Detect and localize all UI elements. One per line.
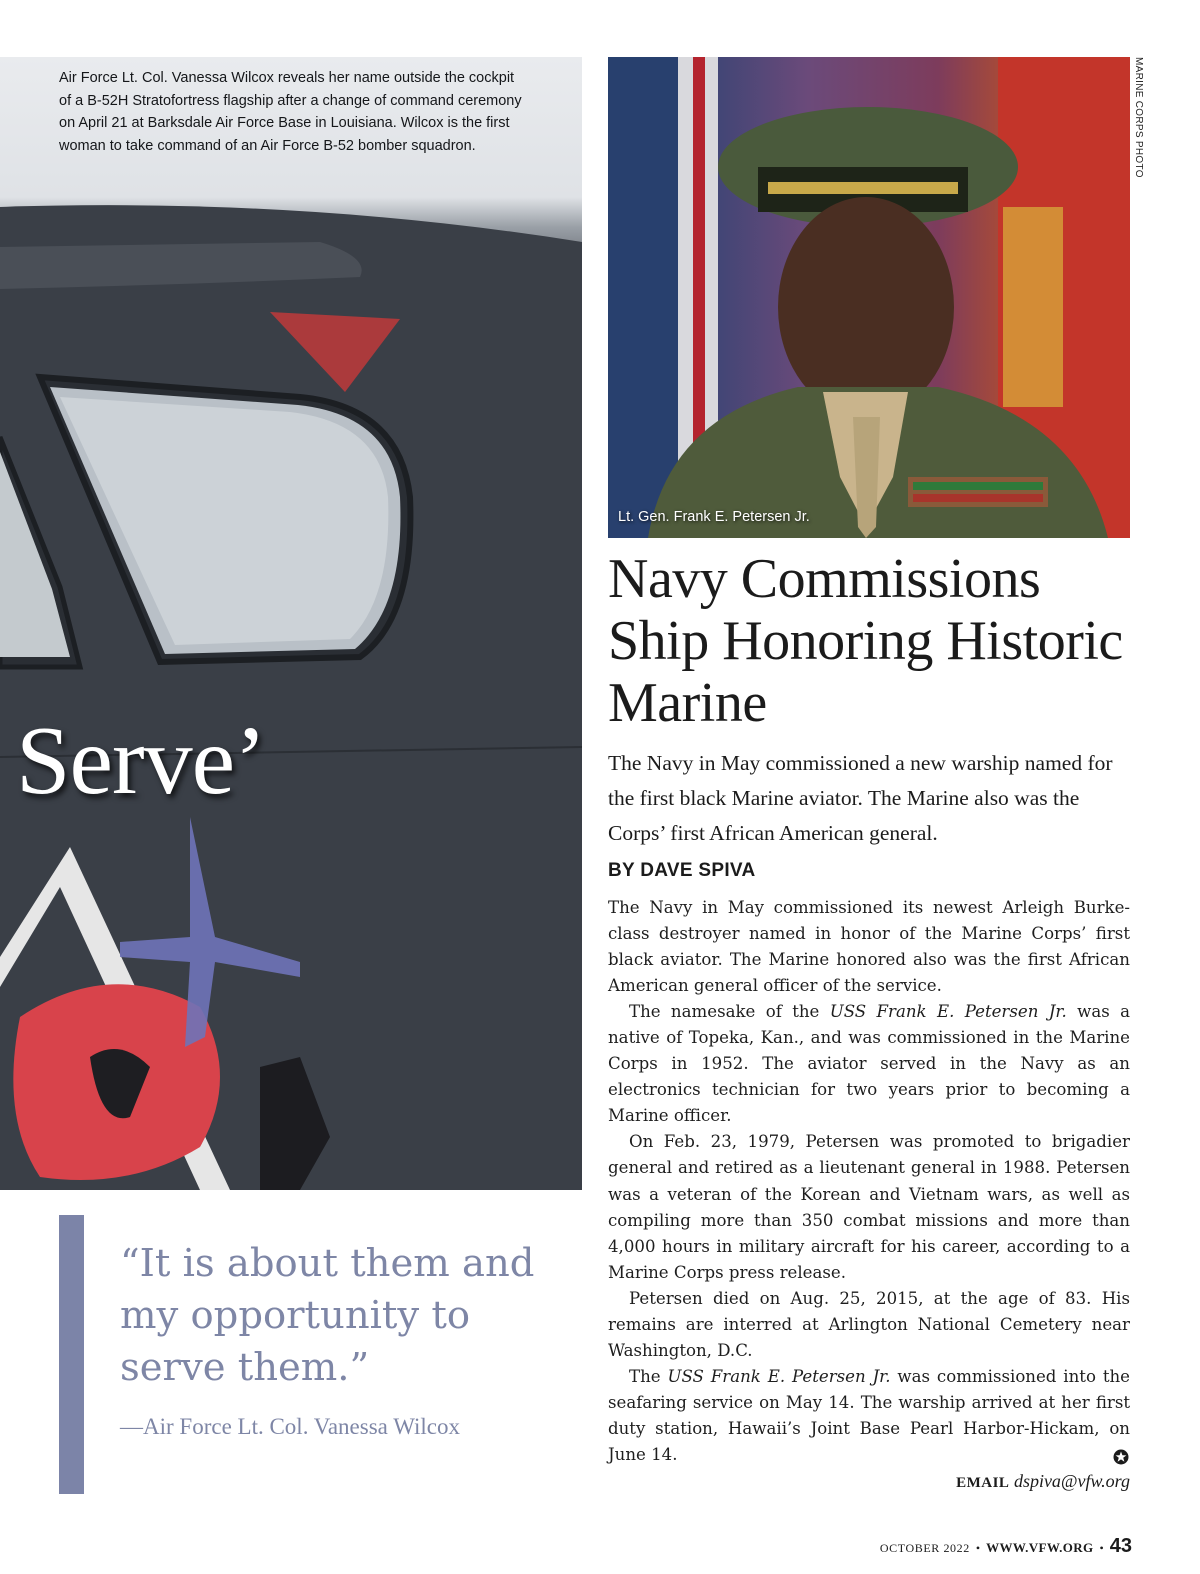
article-dek: The Navy in May commissioned a new warship named for the first black Marine aviator. The Marine also was the Corps’ first African American general. bbox=[608, 751, 1113, 845]
email-label: EMAIL bbox=[956, 1475, 1010, 1491]
page-footer bbox=[880, 1535, 1132, 1558]
photo-credit bbox=[1132, 57, 1146, 187]
pull-quote-attribution: —Air Force Lt. Col. Vanessa Wilcox bbox=[120, 1414, 460, 1439]
article-paragraph: Petersen died on Aug. 25, 2015, at the age of 83. His remains are interred at Arlington National Cemetery near Washington, D.C. bbox=[608, 1288, 1130, 1360]
article-body bbox=[608, 895, 1130, 1468]
pull-quote: “It is about them and my opportunity to serve them.” bbox=[120, 1241, 535, 1390]
photo-credit-text: MARINE CORPS PHOTO bbox=[1133, 57, 1144, 178]
portrait-photo bbox=[608, 57, 1130, 538]
bomber-photo-caption: Air Force Lt. Col. Vanessa Wilcox reveals her name outside the cockpit of a B-52H Stratofortress flagship after a change of command ceremony on April 21 at Barksdale Air Force Base in Louisiana. Wilcox is the first woman to take command of an Air Force B-52 bomber squadron. bbox=[59, 70, 522, 154]
author-email bbox=[956, 1471, 1130, 1492]
ship-name: USS Frank E. Petersen Jr. bbox=[667, 1366, 891, 1386]
article-paragraph: On Feb. 23, 1979, Petersen was promoted to brigadier general and retired as a lieutenant general in 1988. Petersen was a veteran of the Korean and Vietnam wars, as well as compiling more than 350 combat missions and more than 4,000 hours in military aircraft for his career, according to a Marine Corps press release. bbox=[608, 1132, 1130, 1282]
bomber-photo bbox=[0, 57, 582, 1190]
article-paragraph: The Navy in May commissioned its newest Arleigh Burke-class destroyer named in honor of the Marine Corps’ first black aviator. The Marine honored also was the first African American general officer of the service. bbox=[608, 898, 1130, 996]
footer-issue: OCTOBER 2022 bbox=[879, 1541, 970, 1555]
footer-separator: • bbox=[975, 1541, 981, 1555]
footer-separator: • bbox=[1099, 1541, 1104, 1555]
b52-fuselage-illustration bbox=[0, 57, 582, 1190]
headline-fragment: Serve’ bbox=[16, 707, 266, 815]
portrait-caption: Lt. Gen. Frank E. Petersen Jr. bbox=[618, 509, 810, 525]
article-headline: Navy Commissions Ship Honoring Historic Marine bbox=[608, 548, 1123, 734]
article-paragraph: The namesake of the USS Frank E. Petersen Jr. was a native of Topeka, Kan., and was commissioned in the Marine Corps in 1952. The aviator served in the Navy as an electronics technician for two years prior to becoming a Marine officer. bbox=[608, 1002, 1130, 1126]
vfw-star-end-mark-icon bbox=[1113, 1449, 1129, 1465]
pull-quote-bar bbox=[59, 1215, 84, 1494]
ship-name: USS Frank E. Petersen Jr. bbox=[829, 1002, 1067, 1022]
page-number: 43 bbox=[1109, 1535, 1132, 1557]
footer-site[interactable]: WWW.VFW.ORG bbox=[986, 1540, 1094, 1555]
email-address[interactable]: dspiva@vfw.org bbox=[1013, 1471, 1130, 1491]
article-byline: BY DAVE SPIVA bbox=[608, 860, 756, 881]
article-paragraph: The USS Frank E. Petersen Jr. was commissioned into the seafaring service on May 14. The warship arrived at her first duty station, Hawaii’s Joint Base Pearl Harbor-Hickam, on June 14. bbox=[608, 1366, 1131, 1464]
portrait-illustration bbox=[608, 57, 1130, 538]
